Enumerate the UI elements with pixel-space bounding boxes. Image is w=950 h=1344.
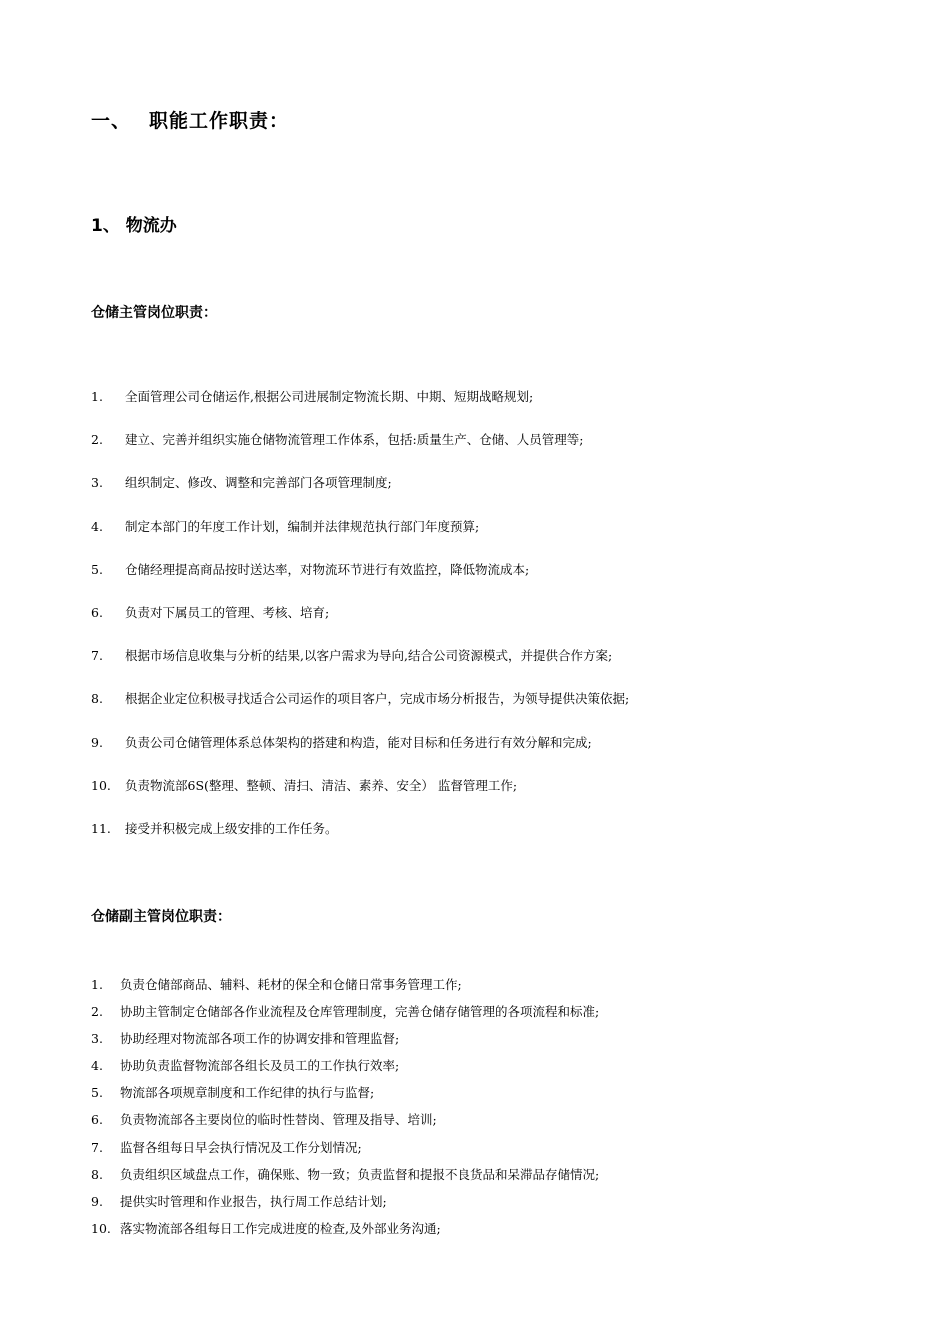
list-item-text: 负责物流部6S(整理、整顿、清扫、清洁、素养、安全） 监督管理工作; bbox=[125, 777, 518, 793]
list-item-number: 4. bbox=[91, 1058, 103, 1074]
section1-title: 仓储主管岗位职责： bbox=[91, 305, 217, 321]
list-item-number: 1. bbox=[91, 977, 103, 992]
heading-text: 职能工作职责： bbox=[149, 110, 290, 132]
list-item-text: 负责对下属员工的管理、考核、培育; bbox=[125, 604, 330, 620]
list-item-text: 协助负责监督物流部各组长及员工的工作执行效率; bbox=[120, 1058, 400, 1074]
list-item-text: 负责物流部各主要岗位的临时性替岗、管理及指导、培训; bbox=[120, 1112, 437, 1128]
list-item-number: 7. bbox=[91, 648, 103, 664]
list-item-number: 2. bbox=[91, 432, 103, 448]
list-item-number: 2. bbox=[91, 1004, 103, 1020]
list-item-text: 建立、完善并组织实施仓储物流管理工作体系，包括:质量生产、仓储、人员管理等; bbox=[125, 432, 584, 448]
list-item-number: 11. bbox=[91, 820, 111, 836]
list-item-text: 负责组织区域盘点工作，确保账、物一致；负责监督和提报不良货品和呆滞品存储情况; bbox=[120, 1166, 600, 1182]
list-item-text: 协助经理对物流部各项工作的协调安排和管理监督; bbox=[120, 1031, 400, 1047]
list-item-number: 1. bbox=[91, 389, 103, 404]
list-item-number: 3. bbox=[91, 1031, 103, 1047]
list-item-text: 负责仓储部商品、辅料、耗材的保全和仓储日常事务管理工作; bbox=[120, 977, 462, 992]
list-item-number: 3. bbox=[91, 475, 103, 491]
list-item-number: 8. bbox=[91, 1166, 103, 1182]
list-item-number: 9. bbox=[91, 734, 103, 750]
list-item-number: 6. bbox=[91, 604, 103, 620]
list-item-text: 提供实时管理和作业报告，执行周工作总结计划; bbox=[120, 1193, 387, 1209]
list-item-number: 10. bbox=[91, 1220, 111, 1236]
list-item-text: 仓储经理提高商品按时送达率，对物流环节进行有效监控，降低物流成本; bbox=[125, 561, 530, 577]
heading-number: 一、 bbox=[91, 110, 132, 132]
list-item-text: 物流部各项规章制度和工作纪律的执行与监督; bbox=[120, 1085, 375, 1101]
list-item-number: 9. bbox=[91, 1193, 103, 1209]
list-item-text: 接受并积极完成上级安排的工作任务。 bbox=[125, 820, 338, 836]
list-item-text: 根据企业定位积极寻找适合公司运作的项目客户，完成市场分析报告，为领导提供决策依据; bbox=[125, 691, 630, 707]
list-item-number: 6. bbox=[91, 1112, 103, 1128]
section-heading-1 bbox=[91, 106, 289, 133]
subsection-heading: 1、 物流办 bbox=[91, 216, 177, 236]
list-item-number: 4. bbox=[91, 518, 103, 534]
list-item-text: 负责公司仓储管理体系总体架构的搭建和构造，能对目标和任务进行有效分解和完成; bbox=[125, 734, 592, 750]
list-item-text: 制定本部门的年度工作计划，编制并法律规范执行部门年度预算; bbox=[125, 518, 480, 534]
list-item-number: 5. bbox=[91, 561, 103, 577]
list-item-number: 8. bbox=[91, 691, 103, 707]
list-item-number: 5. bbox=[91, 1085, 103, 1101]
section2-title: 仓储副主管岗位职责： bbox=[91, 909, 231, 925]
list-item-text: 组织制定、修改、调整和完善部门各项管理制度; bbox=[125, 475, 392, 491]
list-item-text: 全面管理公司仓储运作,根据公司进展制定物流长期、中期、短期战略规划; bbox=[125, 389, 534, 404]
list-item-text: 协助主管制定仓储部各作业流程及仓库管理制度，完善仓储存储管理的各项流程和标准; bbox=[120, 1004, 600, 1020]
list-item-text: 落实物流部各组每日工作完成进度的检查,及外部业务沟通; bbox=[120, 1220, 441, 1236]
list-item-text: 根据市场信息收集与分析的结果,以客户需求为导向,结合公司资源模式，并提供合作方案; bbox=[125, 648, 613, 664]
list-item-number: 10. bbox=[91, 777, 111, 793]
list-item-text: 监督各组每日早会执行情况及工作分划情况; bbox=[120, 1139, 362, 1155]
list-item-number: 7. bbox=[91, 1139, 103, 1155]
